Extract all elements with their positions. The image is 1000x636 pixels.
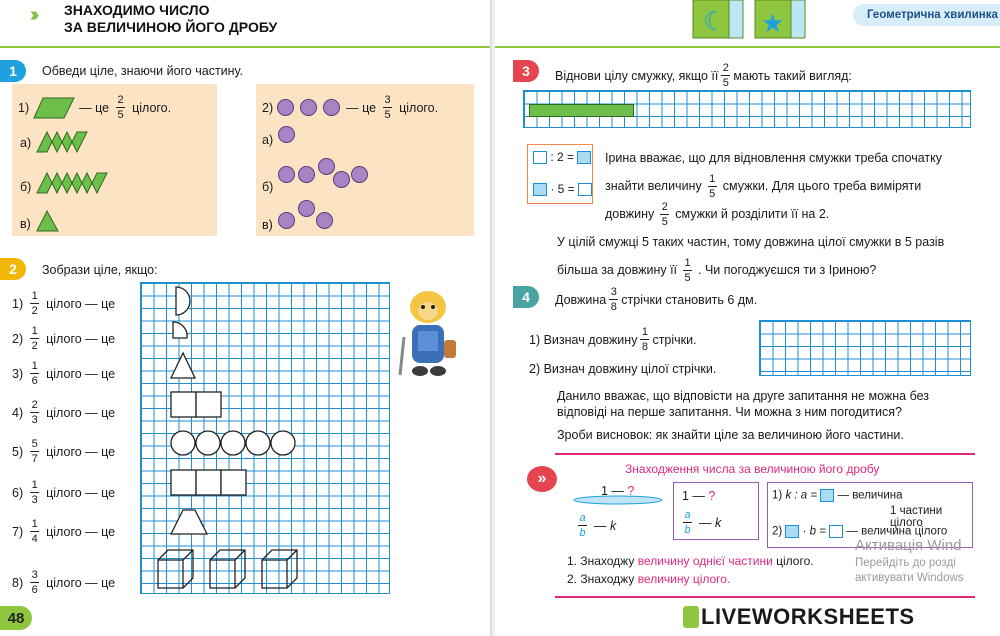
prompt-text: мають такий вигляд:: [733, 68, 852, 83]
parallelogram-shape: [33, 97, 75, 119]
task3-paragraph-2: [557, 228, 977, 284]
svg-text:☾: ☾: [703, 7, 727, 37]
grid-shapes: [140, 282, 390, 594]
task-number: 3: [513, 60, 539, 82]
prompt-text: Віднови цілу смужку, якщо її: [555, 68, 719, 83]
rule-middle-box: 1 — ? $\frac{a}{b}$ — k: [673, 482, 759, 540]
task2-row: 4) $\frac{2}{3}$ цілого — це: [12, 399, 116, 426]
rule-title: Знаходження числа за величиною його дробу: [625, 462, 880, 476]
fraction: $\frac{2}{5}$: [722, 62, 729, 89]
page-title: [64, 2, 277, 36]
rule-right-box: 1) k : a = — величина 1 частини цілого 2) · b = — величина цілого: [767, 482, 973, 548]
task2-row: 3) $\frac{1}{6}$ цілого — це: [12, 360, 116, 387]
option-b-label: б): [262, 180, 274, 194]
fraction: $\frac{2}{5}$: [117, 94, 124, 121]
task2-row: 1) $\frac{1}{2}$ цілого — це: [12, 290, 116, 317]
paragraph-line: У цілій смужці 5 таких частин, тому довжина цілої смужки в 5 разів: [557, 235, 945, 249]
task-prompt: Зобрази ціле, якщо:: [42, 263, 158, 277]
liveworksheets-logo: LIVEWORKSHEETS: [701, 604, 915, 629]
dash-text: — це: [79, 100, 110, 115]
paragraph-line: Данило вважає, що відповісти на друге запитання не можна без: [557, 389, 930, 403]
triangles-shape-b[interactable]: [36, 172, 108, 194]
rule-icon: »: [527, 466, 557, 492]
task-number: 1: [0, 60, 26, 82]
triangle-shape-c[interactable]: [36, 210, 60, 232]
rule-bottom-border: [555, 596, 975, 598]
page-number: 48: [0, 606, 32, 630]
rule-left-scheme: 1 — ? $\frac{a}{b}$ — k: [573, 484, 663, 540]
fraction: $\frac{3}{5}$: [384, 94, 391, 121]
task2-row: 8) $\frac{3}{6}$ цілого — це: [12, 569, 116, 596]
tail-text: цілого.: [132, 100, 172, 115]
section-tag: Геометрична хвилинка: [853, 4, 1000, 26]
option-c-label: в): [262, 218, 273, 232]
activation-watermark: Активація Wind Перейдіть до розді активувати Windows: [855, 537, 964, 584]
task4-question-2: 2) Визнач довжину цілої стрічки.: [529, 362, 717, 376]
task2-row: 2) $\frac{1}{2}$ цілого — це: [12, 325, 116, 352]
circles-c[interactable]: [278, 200, 348, 232]
task4-prompt: Довжина $\frac{3}{8}$ стрічки становить 6 дм.: [555, 286, 758, 313]
task2-row: 7) $\frac{1}{4}$ цілого — це: [12, 518, 116, 545]
task2-row: 5) $\frac{5}{7}$ цілого — це: [12, 438, 116, 465]
circles-a[interactable]: [278, 126, 297, 143]
triangles-shape-a[interactable]: [36, 131, 92, 153]
task-prompt: Обведи ціле, знаючи його частину.: [42, 64, 244, 78]
chevron-icon: ››: [30, 4, 36, 26]
mascot-illustration: [398, 285, 464, 385]
scheme-text: · 5 =: [550, 182, 575, 196]
right-page: [495, 0, 1000, 636]
header-divider: [495, 46, 1000, 48]
task-number: 2: [0, 258, 26, 280]
label: 1): [18, 100, 30, 115]
task4-paragraph: [557, 388, 929, 420]
dash-text: — це: [346, 100, 377, 115]
option-b-label: б): [20, 180, 32, 194]
task3-paragraph-1: [605, 144, 975, 228]
scheme-text: : 2 =: [550, 150, 575, 164]
logo-badge-icon: [683, 606, 699, 628]
paragraph-line: відповіді на перше запитання. Чи можна з ним погодитися?: [557, 405, 903, 419]
task1-p2-line: [262, 94, 438, 121]
left-page: [0, 0, 493, 636]
header-divider: [0, 46, 493, 48]
paragraph-line: більша за довжину її $\frac{1}{5}$ . Чи погоджуєшся ти з Іриною?: [557, 256, 877, 284]
paragraph-line: знайти величину $\frac{1}{5}$ смужки. Для цього треба виміряти: [605, 172, 922, 200]
task1-p1-line: [18, 94, 171, 121]
label: 2): [262, 100, 274, 115]
task2-row: 6) $\frac{1}{3}$ цілого — це: [12, 479, 116, 506]
option-c-label: в): [20, 217, 31, 231]
scheme-line-2: [533, 182, 592, 196]
paragraph-line: довжину $\frac{2}{5}$ смужки й розділити її на 2.: [605, 200, 830, 228]
title-line-1: ЗНАХОДИМО ЧИСЛО: [64, 2, 210, 18]
green-strip: [529, 104, 634, 117]
task4-conclusion: Зроби висновок: як знайти ціле за величиною його частини.: [557, 428, 904, 442]
cubes-illustration: [691, 0, 815, 44]
paragraph-line: Ірина вважає, що для відновлення смужки треба спочатку: [605, 151, 942, 165]
tail-text: цілого.: [399, 100, 439, 115]
rule-step-1: 1. Знаходжу величину однієї частини цілого.: [567, 554, 814, 568]
option-a-label: а): [20, 136, 32, 150]
svg-text:★: ★: [761, 9, 785, 39]
task4-question-1: 1) Визнач довжину $\frac{1}{8}$ стрічки.: [529, 326, 697, 353]
task3-prompt: [555, 62, 852, 89]
title-line-2: ЗА ВЕЛИЧИНОЮ ЙОГО ДРОБУ: [64, 19, 278, 35]
answer-grid[interactable]: [759, 320, 971, 376]
rule-top-border: [555, 453, 975, 455]
scheme-line-1: [533, 150, 591, 164]
circles-b[interactable]: [278, 158, 378, 190]
task-number: 4: [513, 286, 539, 308]
rule-step-2: 2. Знаходжу величину цілого.: [567, 572, 731, 586]
option-a-label: а): [262, 133, 274, 147]
